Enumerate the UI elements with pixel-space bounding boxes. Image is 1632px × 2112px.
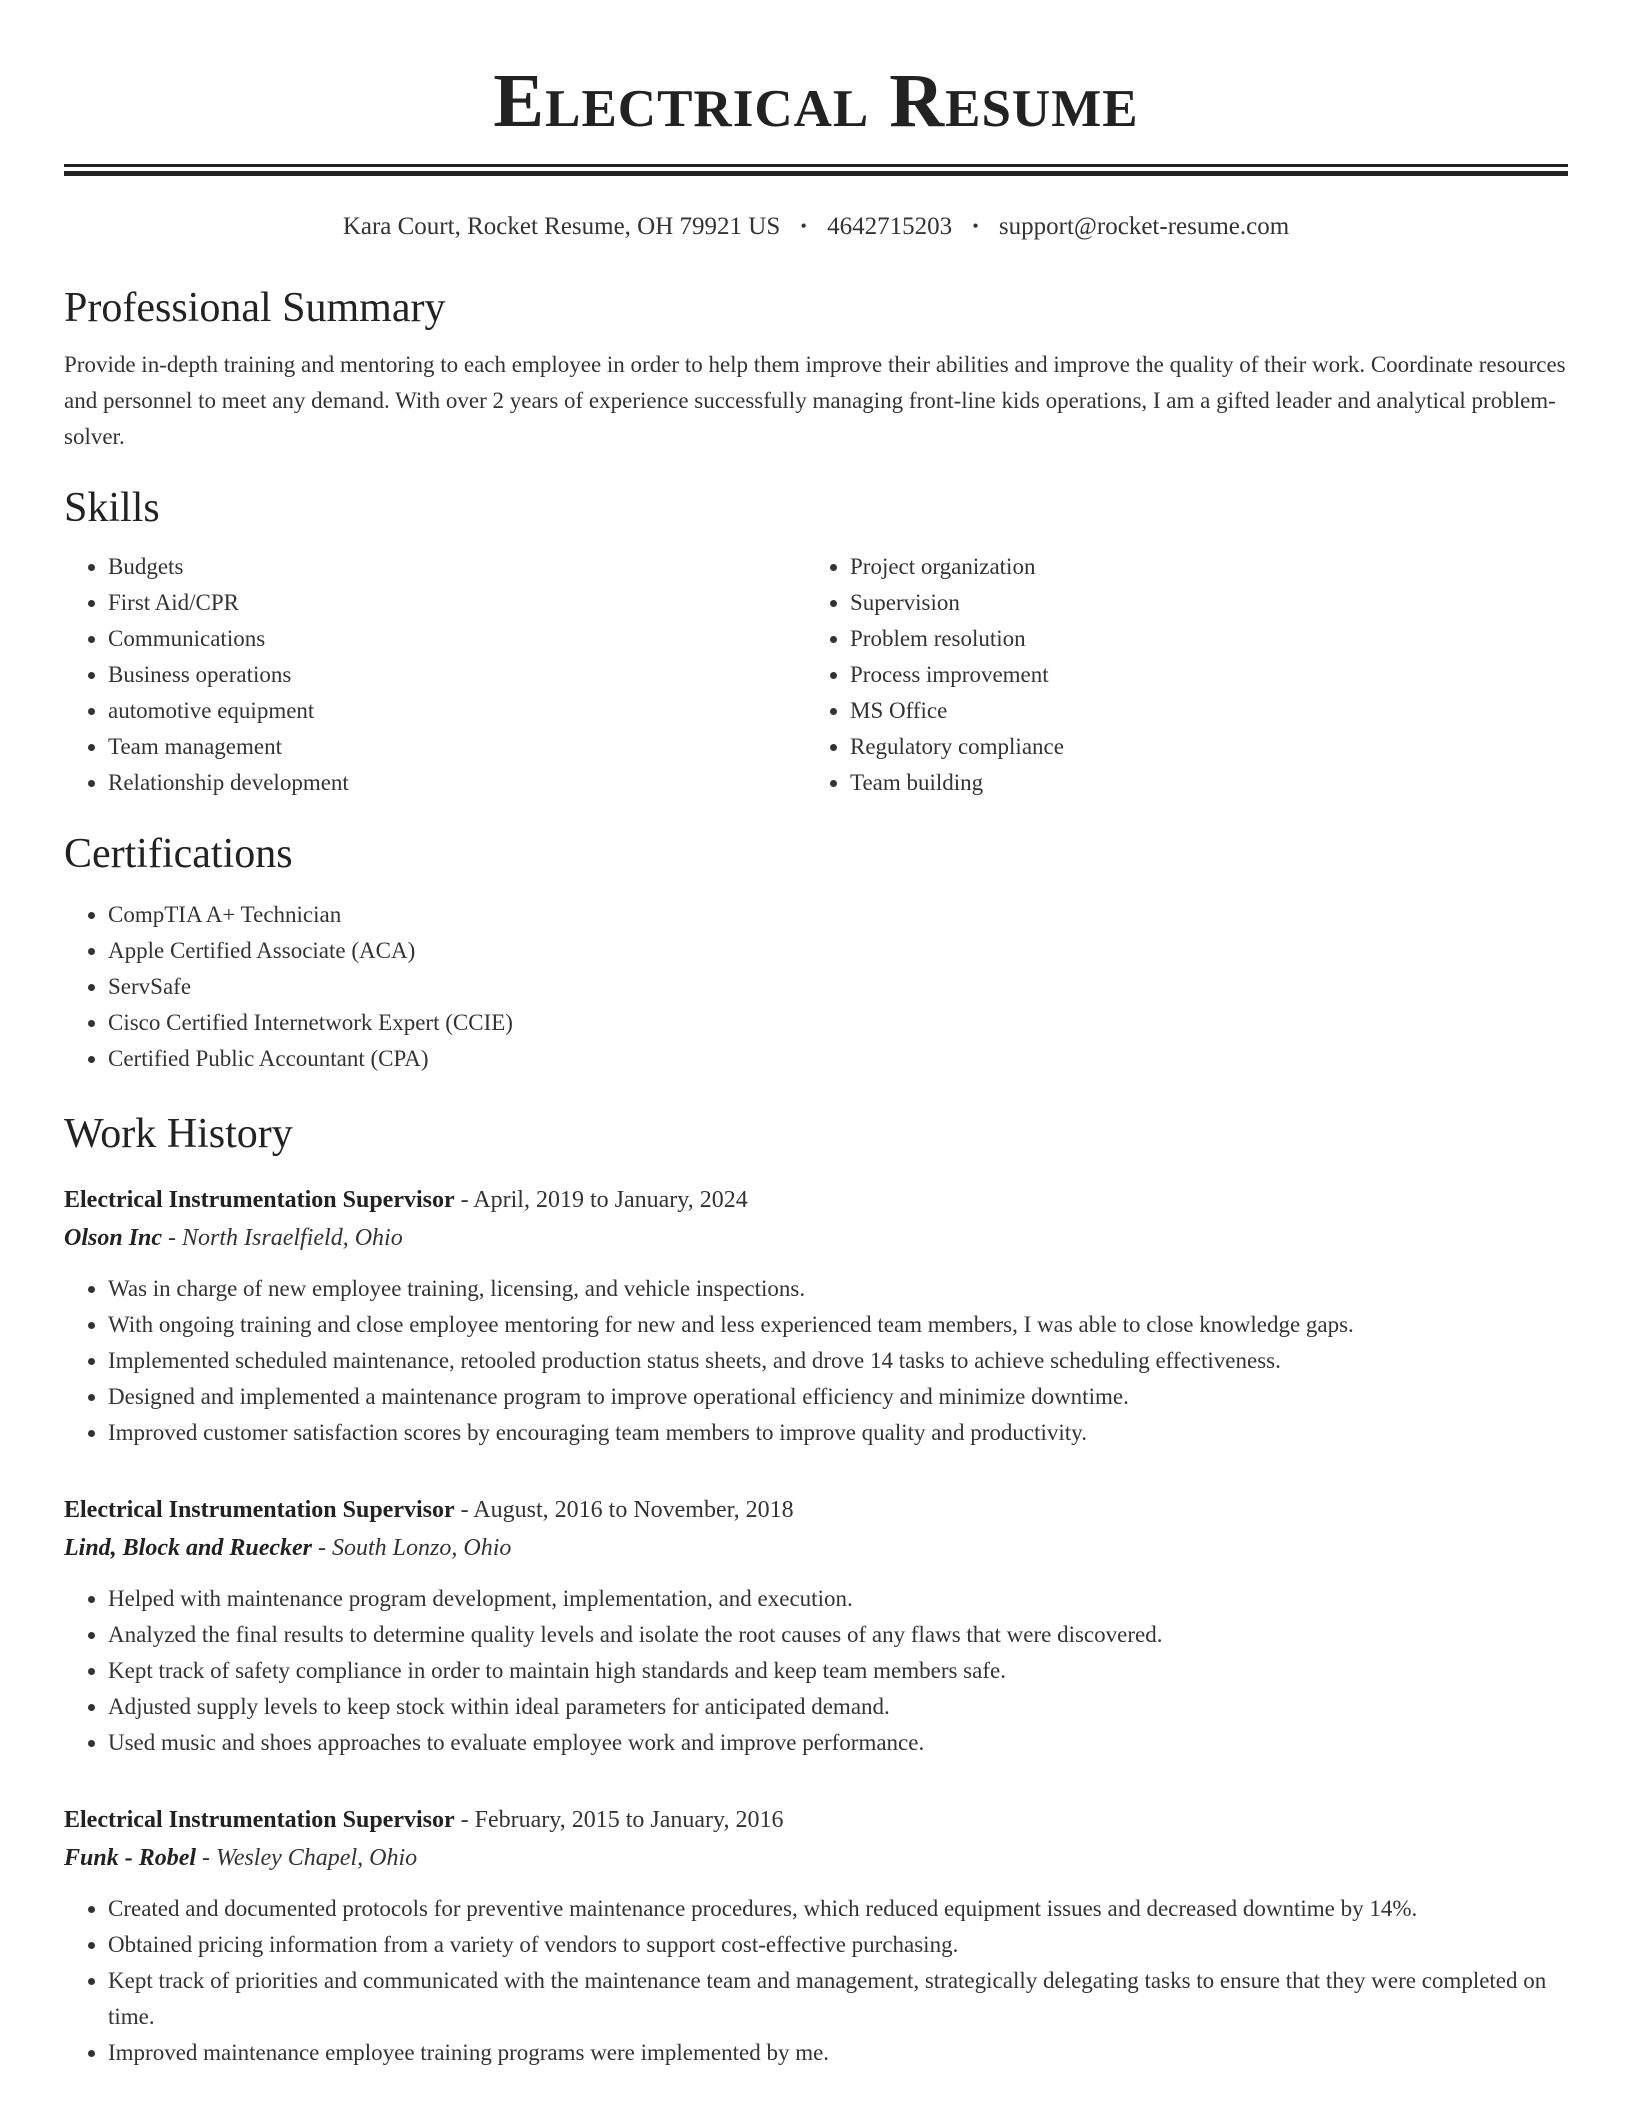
title-divider xyxy=(64,164,1568,176)
job-company: Lind, Block and Ruecker xyxy=(64,1535,313,1561)
job-dates: - April, 2019 to January, 2024 xyxy=(454,1187,748,1213)
contact-address: Kara Court, Rocket Resume, OH 79921 US xyxy=(342,213,781,240)
job-duty-item: • Kept track of priorities and communicated with the maintenance team and management, strategically delegating tasks to ensure that they were completed on time. xyxy=(108,1963,1568,2035)
job-location: - South Lonzo, Ohio xyxy=(312,1535,512,1561)
skills-list xyxy=(64,549,1568,801)
job-location: - Wesley Chapel, Ohio xyxy=(196,1845,418,1871)
skill-item: • First Aid/CPR xyxy=(108,585,806,621)
job-duty-item: • Was in charge of new employee training, licensing, and vehicle inspections. xyxy=(108,1271,1568,1307)
resume-title: Electrical Resume xyxy=(493,59,1139,143)
contact-email: support@rocket-resume.com xyxy=(998,213,1290,240)
job-company: Funk - Robel xyxy=(64,1845,197,1871)
work-history-heading: Work History xyxy=(64,1111,293,1157)
skill-item: • Project organization xyxy=(850,549,1548,585)
summary-text: Provide in-depth training and mentoring to each employee in order to help them improve their abilities and improve the quality of their work. Coordinate resources and personnel to meet any demand. With over 2 years of experience successfully managing front-line kids operations, I am a gifted leader and analytical problem-solver. xyxy=(64,352,1566,449)
job-duty-item: • Designed and implemented a maintenance program to improve operational efficiency and minimize downtime. xyxy=(108,1379,1568,1415)
certification-item: • Apple Certified Associate (ACA) xyxy=(108,933,1568,969)
skill-item: • Supervision xyxy=(850,585,1548,621)
skill-item: • Problem resolution xyxy=(850,621,1548,657)
job-role: Electrical Instrumentation Supervisor xyxy=(64,1807,455,1833)
job-duty-item: • Adjusted supply levels to keep stock within ideal parameters for anticipated demand. xyxy=(108,1689,1568,1725)
job-company-line xyxy=(64,1839,1568,1877)
skill-item: • Team management xyxy=(108,729,806,765)
job-company-line xyxy=(64,1219,1568,1257)
summary-heading: Professional Summary xyxy=(64,285,446,331)
job-dates: - August, 2016 to November, 2018 xyxy=(454,1497,794,1523)
skills-left-column xyxy=(64,549,806,801)
job-duty-item: • Implemented scheduled maintenance, retooled production status sheets, and drove 14 tasks to achieve scheduling effectiveness. xyxy=(108,1343,1568,1379)
job-duty-item: • Obtained pricing information from a variety of vendors to support cost-effective purchasing. xyxy=(108,1927,1568,1963)
job-location: - North Israelfield, Ohio xyxy=(162,1225,403,1251)
skill-item: • Relationship development xyxy=(108,765,806,801)
skill-item: • MS Office xyxy=(850,693,1548,729)
job-company-line xyxy=(64,1529,1568,1567)
job-role: Electrical Instrumentation Supervisor xyxy=(64,1497,455,1523)
skill-item: • Business operations xyxy=(108,657,806,693)
skill-item: • Process improvement xyxy=(850,657,1548,693)
job-entry xyxy=(64,1801,1568,2071)
job-duties xyxy=(64,1891,1568,2071)
job-entry xyxy=(64,1181,1568,1451)
job-header xyxy=(64,1181,1568,1219)
certification-item: • CompTIA A+ Technician xyxy=(108,897,1568,933)
job-header xyxy=(64,1491,1568,1529)
skill-item: • Regulatory compliance xyxy=(850,729,1548,765)
contact-line xyxy=(64,210,1568,243)
job-company: Olson Inc xyxy=(64,1225,163,1251)
job-duty-item: • Created and documented protocols for preventive maintenance procedures, which reduced equipment issues and decreased downtime by 14%. xyxy=(108,1891,1568,1927)
skills-right-column xyxy=(806,549,1548,801)
job-duties xyxy=(64,1581,1568,1761)
certification-item: • Certified Public Accountant (CPA) xyxy=(108,1041,1568,1077)
job-duties xyxy=(64,1271,1568,1451)
skill-item: • Budgets xyxy=(108,549,806,585)
skill-item: • Team building xyxy=(850,765,1548,801)
job-duty-item: • Kept track of safety compliance in order to maintain high standards and keep team members safe. xyxy=(108,1653,1568,1689)
contact-separator: • xyxy=(972,216,979,236)
job-dates: - February, 2015 to January, 2016 xyxy=(454,1807,784,1833)
job-entry xyxy=(64,1491,1568,1761)
job-duty-item: • With ongoing training and close employee mentoring for new and less experienced team members, I was able to close knowledge gaps. xyxy=(108,1307,1568,1343)
job-duty-item: • Helped with maintenance program development, implementation, and execution. xyxy=(108,1581,1568,1617)
job-duty-item: • Improved maintenance employee training programs were implemented by me. xyxy=(108,2035,1568,2071)
job-duty-item: • Used music and shoes approaches to evaluate employee work and improve performance. xyxy=(108,1725,1568,1761)
contact-separator: • xyxy=(800,216,807,236)
certification-item: • Cisco Certified Internetwork Expert (CCIE) xyxy=(108,1005,1568,1041)
skill-item: • automotive equipment xyxy=(108,693,806,729)
certifications-list xyxy=(64,897,1568,1077)
skill-item: • Communications xyxy=(108,621,806,657)
contact-phone: 4642715203 xyxy=(827,213,953,240)
job-duty-item: • Improved customer satisfaction scores by encouraging team members to improve quality and productivity. xyxy=(108,1415,1568,1451)
certifications-heading: Certifications xyxy=(64,831,293,877)
job-duty-item: • Analyzed the final results to determine quality levels and isolate the root causes of any flaws that were discovered. xyxy=(108,1617,1568,1653)
certification-item: • ServSafe xyxy=(108,969,1568,1005)
skills-heading: Skills xyxy=(64,485,160,531)
job-header xyxy=(64,1801,1568,1839)
job-role: Electrical Instrumentation Supervisor xyxy=(64,1187,455,1213)
